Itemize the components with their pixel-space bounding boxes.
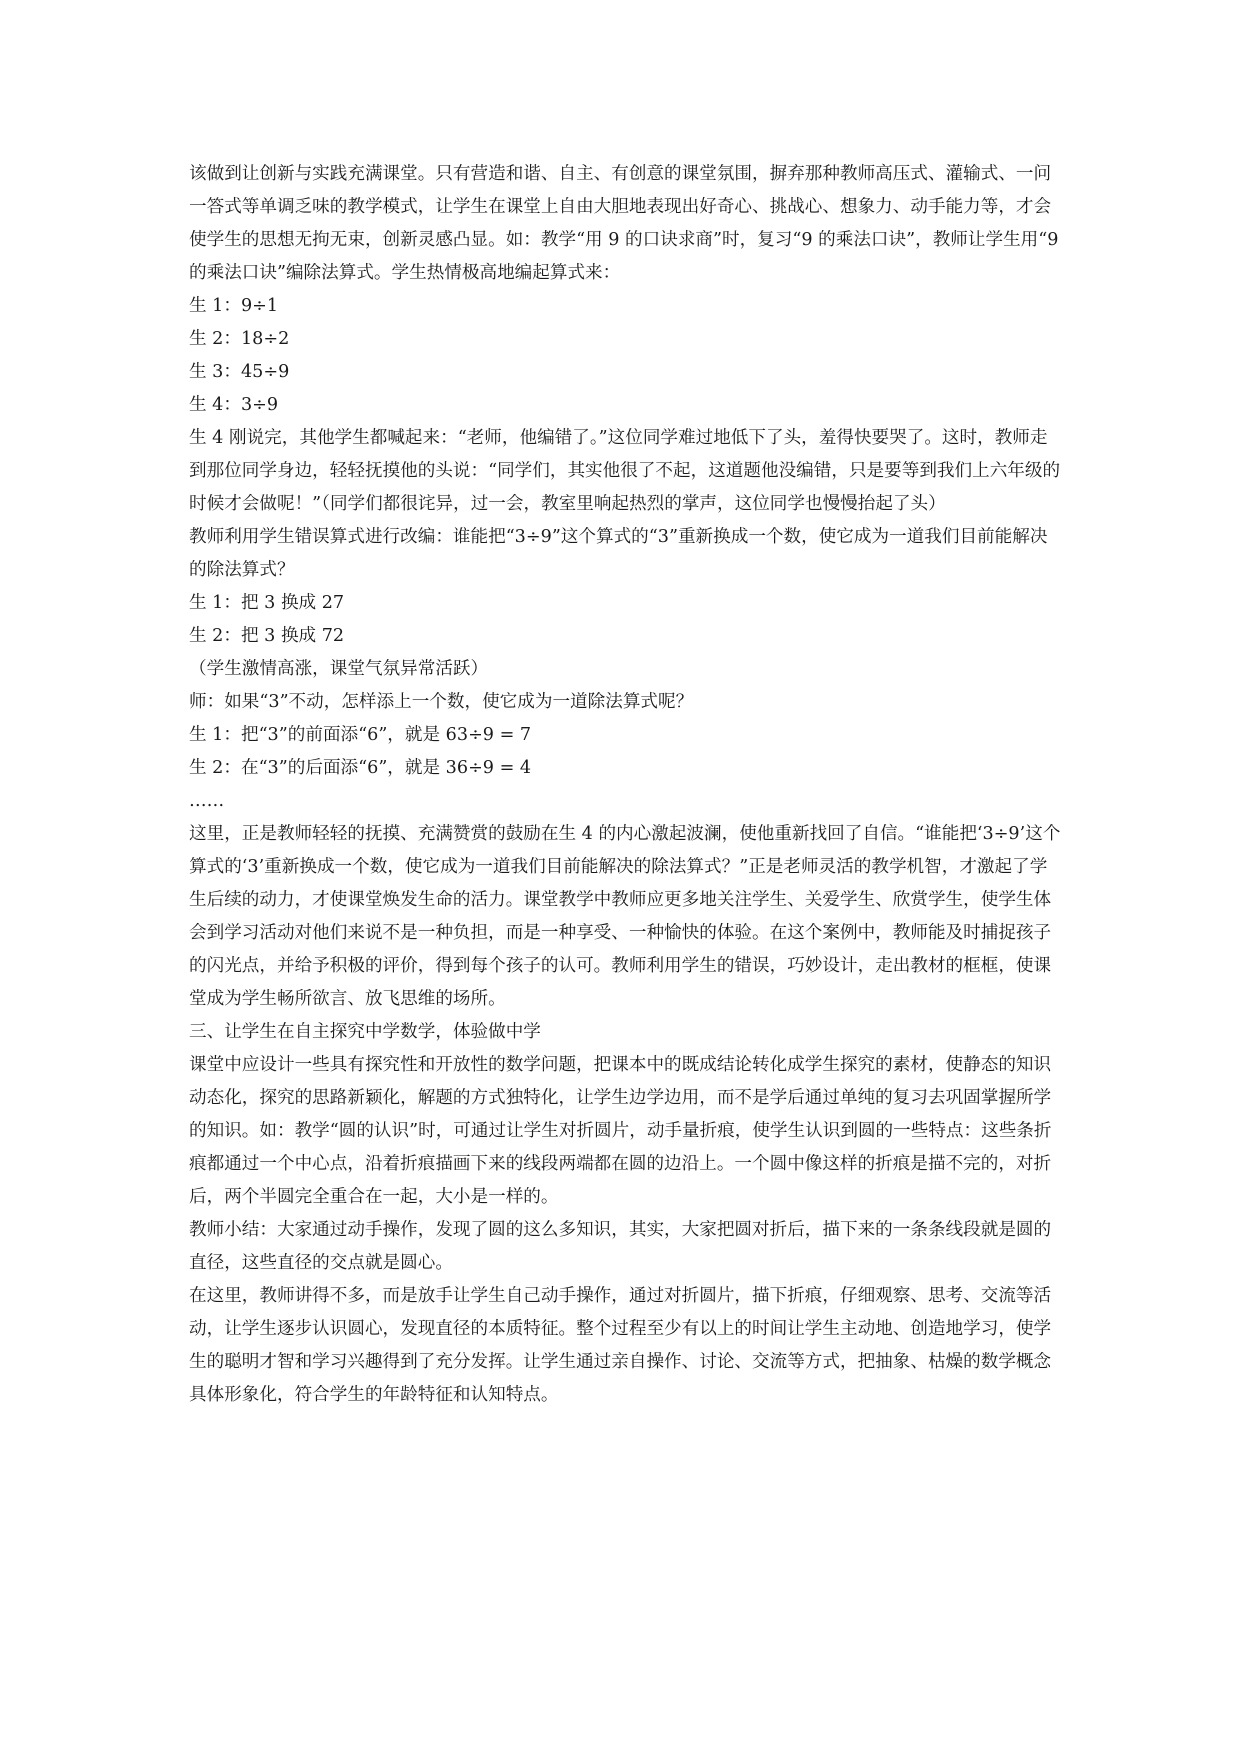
paragraph-note: （学生激情高涨，课堂气氛异常活跃） [189, 659, 489, 679]
paragraph-intro: 该做到让创新与实践充满课堂。只有营造和谐、自主、有创意的课堂氛围，摒弃那种教师高压式、灌输式、一问一答式等单调乏味的教学模式，让学生在课堂上自由大胆地表现出好奇心、挑战心、想象力、动手能力等，才会使学生的思想无拘无束，创新灵感凸显。如：教学“用 9 的口诀求商”时，复习“9 的乘法口诀”，教师让学生用“9 的乘法口诀”编除法算式。学生热情极高地编起算式来： [189, 164, 1059, 283]
ellipsis: …… [189, 791, 225, 811]
student-line: 生 2：18÷2 [189, 329, 290, 349]
paragraph-explore: 课堂中应设计一些具有探究性和开放性的数学问题，把课本中的既成结论转化成学生探究的素材，使静态的知识动态化，探究的思路新颖化，解题的方式独特化，让学生边学边用，而不是学后通过单纯的复习去巩固掌握所学的知识。如：教学“圆的认识”时，可通过让学生对折圆片，动手量折痕，使学生认识到圆的一些特点：这些条折痕都通过一个中心点，沿着折痕描画下来的线段两端都在圆的边沿上。一个圆中像这样的折痕是描不完的，对折后，两个半圆完全重合在一起，大小是一样的。 [189, 1055, 1052, 1207]
student-line: 生 1：把 3 换成 27 [189, 593, 345, 613]
student-line: 生 2：在“3”的后面添“6”，就是 36÷9 = 4 [189, 758, 532, 778]
paragraph-teacher-question: 教师利用学生错误算式进行改编：谁能把“3÷9”这个算式的“3”重新换成一个数，使它成为一道我们目前能解决的除法算式？ [189, 527, 1048, 580]
section-heading: 三、让学生在自主探究中学数学，体验做中学 [189, 1022, 541, 1042]
student-line: 生 3：45÷9 [189, 362, 290, 382]
student-line: 生 1：9÷1 [189, 296, 279, 316]
paragraph-story: 生 4 刚说完，其他学生都喊起来：“老师，他编错了。”这位同学难过地低下了头，羞得快要哭了。这时，教师走到那位同学身边，轻轻抚摸他的头说：“同学们，其实他很了不起，这道题他没编错，只是要等到我们上六年级的时候才会做呢！”（同学们都很诧异，过一会，教室里响起热烈的掌声，这位同学也慢慢抬起了头） [189, 428, 1061, 514]
paragraph-conclusion: 在这里，教师讲得不多，而是放手让学生自己动手操作，通过对折圆片，描下折痕，仔细观察、思考、交流等活动，让学生逐步认识圆心，发现直径的本质特征。整个过程至少有以上的时间让学生主动地、创造地学习，使学生的聪明才智和学习兴趣得到了充分发挥。让学生通过亲自操作、讨论、交流等方式，把抽象、枯燥的数学概念具体形象化，符合学生的年龄特征和认知特点。 [189, 1286, 1052, 1405]
student-line: 生 2：把 3 换成 72 [189, 626, 345, 646]
document-body [189, 158, 1061, 1412]
student-line: 生 1：把“3”的前面添“6”，就是 63÷9 = 7 [189, 725, 532, 745]
teacher-line: 师：如果“3”不动，怎样添上一个数，使它成为一道除法算式呢？ [189, 692, 694, 712]
paragraph-analysis: 这里，正是教师轻轻的抚摸、充满赞赏的鼓励在生 4 的内心激起波澜，使他重新找回了自信。“谁能把‘3÷9’这个算式的‘3’重新换成一个数，使它成为一道我们目前能解决的除法算式？”正是老师灵活的教学机智，才激起了学生后续的动力，才使课堂焕发生命的活力。课堂教学中教师应更多地关注学生、关爱学生、欣赏学生，使学生体会到学习活动对他们来说不是一种负担，而是一种享受、一种愉快的体验。在这个案例中，教师能及时捕捉孩子的闪光点，并给予积极的评价，得到每个孩子的认可。教师利用学生的错误，巧妙设计，走出教材的框框，使课堂成为学生畅所欲言、放飞思维的场所。 [189, 824, 1061, 1009]
paragraph-summary: 教师小结：大家通过动手操作，发现了圆的这么多知识，其实，大家把圆对折后，描下来的一条条线段就是圆的直径，这些直径的交点就是圆心。 [189, 1220, 1052, 1273]
student-line: 生 4：3÷9 [189, 395, 279, 415]
